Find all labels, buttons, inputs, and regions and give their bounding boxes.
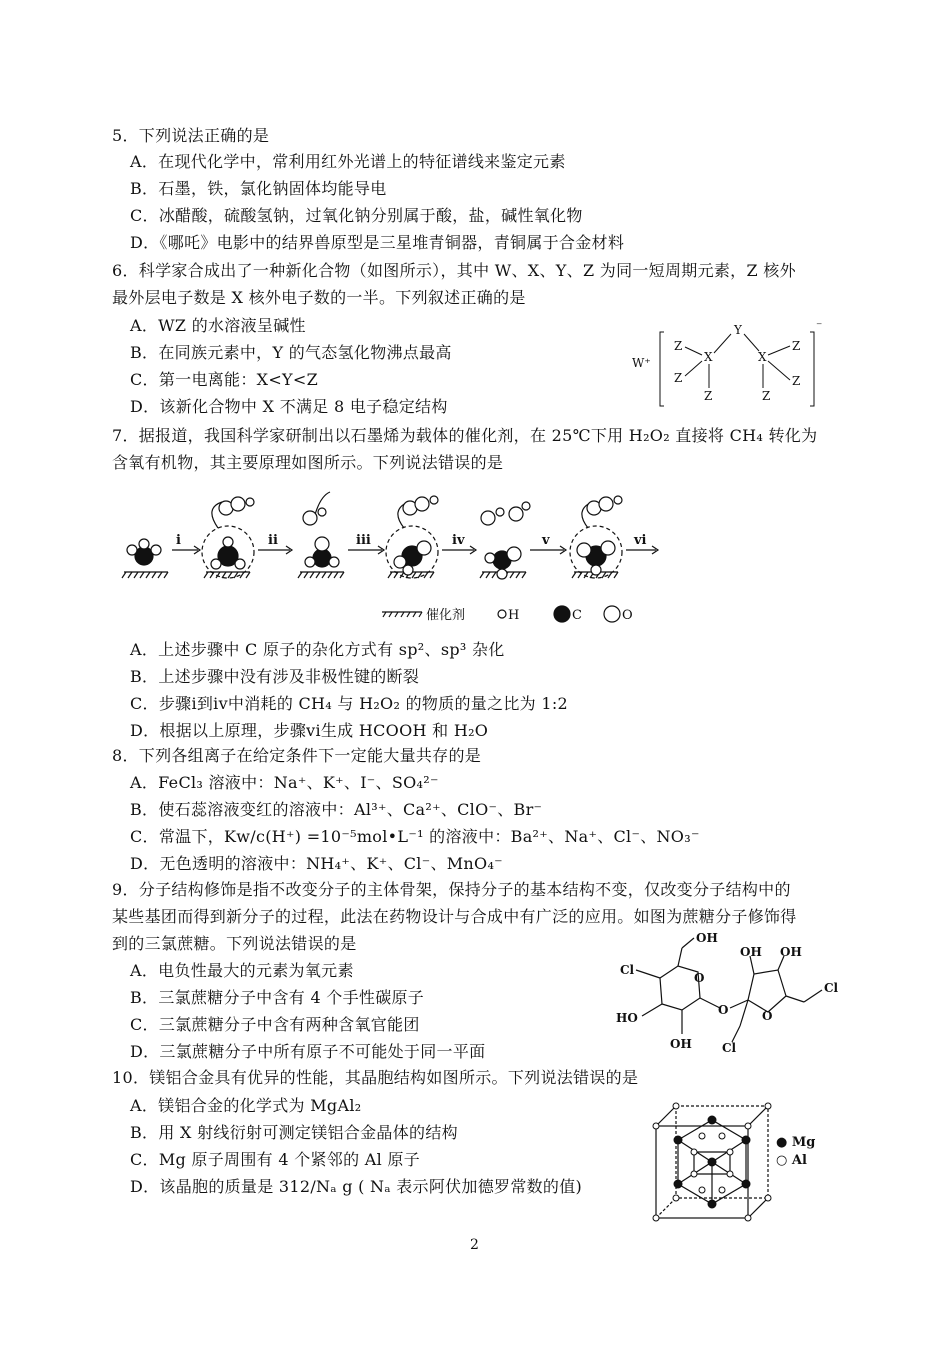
q5-option-a: A．在现代化学中，常利用红外光谱上的特征谱线来鉴定元素	[130, 152, 566, 171]
q7-option-b: B．上述步骤中没有涉及非极性键的断裂	[130, 667, 420, 686]
q6-option-b: B．在同族元素中，Y 的气态氢化物沸点最高	[130, 343, 452, 362]
step-label-iii: iii	[356, 533, 371, 548]
step-label-vi: vi	[634, 533, 647, 548]
q9-stem-1: 9．分子结构修饰是指不改变分子的主体骨架，保持分子的基本结构不变，仅改变分子结构中的	[112, 880, 791, 899]
q5-option-c: C．冰醋酸，硫酸氢钠，过氧化钠分别属于酸，盐，碱性氧化物	[130, 206, 583, 225]
step-label-iv: iv	[452, 533, 465, 548]
q6-stem-1: 6．科学家合成出了一种新化合物（如图所示），其中 W、X、Y、Z 为同一短周期元素，Z 核外	[112, 261, 796, 280]
w-cation-label: W⁺	[632, 356, 651, 370]
legend-catalyst: 催化剂	[426, 608, 466, 623]
step-label-i: i	[176, 533, 181, 548]
q7-stem-1: 7．据报道，我国科学家研制出以石墨烯为载体的催化剂，在 25℃下用 H₂O₂ 直接将 CH₄ 转化为	[112, 426, 818, 445]
q10-stem: 10．镁铝合金具有优异的性能，其晶胞结构如图所示。下列说法错误的是	[112, 1068, 639, 1087]
q9-option-d: D．三氯蔗糖分子中所有原子不可能处于同一平面	[130, 1042, 486, 1061]
legend-o: O	[622, 608, 633, 623]
q10-option-d: D．该晶胞的质量是 312/Nₐ g ( Nₐ 表示阿伏加德罗常数的值)	[130, 1177, 583, 1196]
cl-label-3: Cl	[722, 1041, 737, 1055]
svg-text:Z: Z	[674, 339, 683, 353]
q9-option-b: B．三氯蔗糖分子中含有 4 个手性碳原子	[130, 988, 425, 1007]
q10-option-b: B．用 X 射线衍射可测定镁铝合金晶体的结构	[130, 1123, 458, 1142]
ring-o-label-1: O	[694, 971, 705, 985]
q9-option-a: A．电负性最大的元素为氧元素	[130, 961, 354, 980]
page-number: 2	[470, 1237, 479, 1253]
oh-label-1: OH	[696, 931, 718, 945]
q10-option-a: A．镁铝合金的化学式为 MgAl₂	[130, 1096, 362, 1115]
q7-option-c: C．步骤i到iv中消耗的 CH₄ 与 H₂O₂ 的物质的量之比为 1:2	[130, 694, 569, 713]
mgal-unit-cell-figure	[648, 1100, 848, 1222]
q9-stem-2: 某些基团而得到新分子的过程，此法在药物设计与合成中有广泛的应用。如图为蔗糖分子修饰得	[112, 907, 797, 926]
q9-stem-3: 到的三氯蔗糖。下列说法错误的是	[112, 934, 357, 953]
sucralose-structure-figure	[610, 926, 850, 1058]
q7-option-a: A．上述步骤中 C 原子的杂化方式有 sp²、sp³ 杂化	[130, 640, 505, 659]
q6-option-a: A．WZ 的水溶液呈碱性	[130, 316, 306, 335]
q6-option-c: C．第一电离能：X<Y<Z	[130, 370, 319, 389]
oh-label-2: OH	[670, 1037, 692, 1051]
q7-mechanism-figure	[118, 488, 678, 628]
q8-option-b: B．使石蕊溶液变红的溶液中：Al³⁺、Ca²⁺、ClO⁻、Br⁻	[130, 800, 543, 819]
step-label-ii: ii	[268, 533, 278, 548]
svg-text:X: X	[758, 350, 767, 364]
svg-text:Z: Z	[792, 339, 801, 353]
anion-charge: ⁻	[816, 320, 823, 333]
q5-option-b: B．石墨，铁，氯化钠固体均能导电	[130, 179, 387, 198]
legend-c: C	[572, 608, 582, 623]
ring-o-label-2: O	[762, 1009, 773, 1023]
q8-option-a: A．FeCl₃ 溶液中：Na⁺、K⁺、I⁻、SO₄²⁻	[130, 773, 439, 792]
q9-option-c: C．三氯蔗糖分子中含有两种含氧官能团	[130, 1015, 420, 1034]
oh-label-3: OH	[740, 945, 762, 959]
q8-option-d: D．无色透明的溶液中：NH₄⁺、K⁺、Cl⁻、MnO₄⁻	[130, 854, 503, 873]
svg-text:Z: Z	[704, 389, 713, 403]
legend-mg: ● Mg	[776, 1135, 816, 1150]
q6-structure-figure	[630, 320, 830, 412]
q10-option-c: C．Mg 原子周围有 4 个紧邻的 Al 原子	[130, 1150, 421, 1169]
q6-option-d: D．该新化合物中 X 不满足 8 电子稳定结构	[130, 397, 448, 416]
bridge-o-label: O	[718, 1003, 729, 1017]
ho-label: HO	[616, 1011, 638, 1025]
q5-option-d: D．《哪吒》电影中的结界兽原型是三星堆青铜器，青铜属于合金材料	[130, 233, 625, 252]
q7-option-d: D．根据以上原理，步骤vi生成 HCOOH 和 H₂O	[130, 721, 489, 740]
q7-stem-2: 含氧有机物，其主要原理如图所示。下列说法错误的是	[112, 453, 504, 472]
q8-stem: 8．下列各组离子在给定条件下一定能大量共存的是	[112, 746, 482, 765]
q5-stem: 5．下列说法正确的是	[112, 126, 270, 145]
svg-text:X: X	[704, 350, 713, 364]
svg-text:Z: Z	[792, 374, 801, 388]
cl-label-1: Cl	[620, 963, 635, 977]
oh-label-4: OH	[780, 945, 802, 959]
q6-stem-2: 最外层电子数是 X 核外电子数的一半。下列叙述正确的是	[112, 288, 526, 307]
svg-text:Z: Z	[674, 371, 683, 385]
legend-h: H	[508, 608, 520, 623]
step-label-v: v	[542, 533, 550, 548]
y-atom-label: Y	[734, 323, 742, 337]
q8-option-c: C．常温下，Kw/c(H⁺) =10⁻⁵mol•L⁻¹ 的溶液中：Ba²⁺、Na⁺、Cl⁻、NO₃⁻	[130, 827, 700, 846]
cl-label-2: Cl	[824, 981, 839, 995]
legend-al: ○ Al	[776, 1153, 807, 1168]
svg-text:Z: Z	[762, 389, 771, 403]
